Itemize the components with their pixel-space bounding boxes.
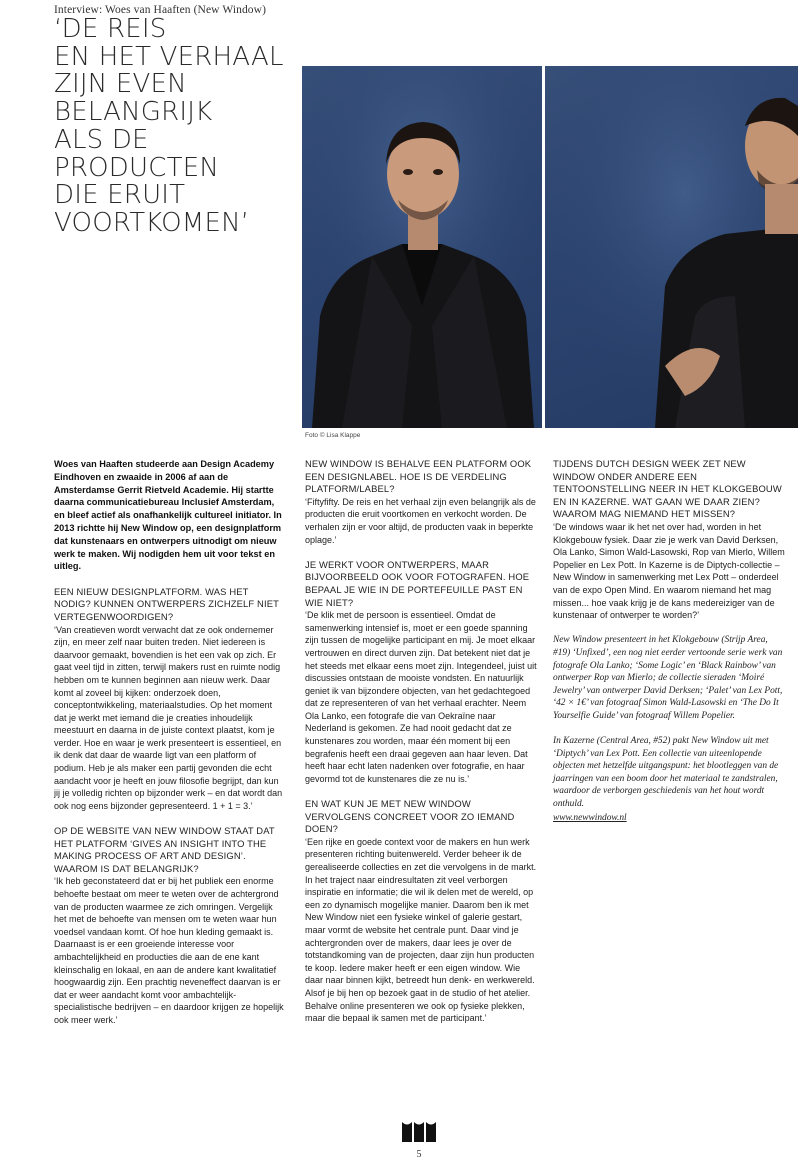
question-heading: TIJDENS DUTCH DESIGN WEEK ZET NEW WINDOW ONDER ANDERE EEN TENTOONSTELLING NEER IN HET KLOKGEBOUW EN IN KAZERNE. WAT GAAN WE DAAR ZIEN? WAAROM MAG NIEMAND HET MISSEN? xyxy=(553,458,782,520)
article-kicker: Interview: Woes van Haaften (New Window) xyxy=(54,4,266,16)
headline-line: ZIJN EVEN xyxy=(54,69,187,100)
column-1 xyxy=(54,458,286,1027)
portrait-photo-right xyxy=(545,66,798,428)
answer-paragraph: ‘Fiftyfifty. De reis en het verhaal zijn even belangrijk als de producten die eruit voortkomen en verkocht worden. De verhalen zijn er voor altijd, de producten vaak in beperkte oplage.’ xyxy=(305,496,536,545)
question-heading: EEN NIEUW DESIGNPLATFORM. WAS HET NODIG? KUNNEN ONTWERPERS ZICHZELF NIET VERTEGENWOORDIGEN? xyxy=(54,585,279,622)
headline-line: VOORTKOMEN’ xyxy=(54,207,250,238)
intro-paragraph: Woes van Haaften studeerde aan Design Academy Eindhoven en zwaaide in 2006 af aan de Amsterdamse Gerrit Rietveld Academie. Hij startte daarna communicatiebureau Inclusief Amsterdam, en bleef actief als onafhankelijk cultureel initiator. In 2013 richtte hij New Window op, een designplatform dat kunstenaars en ontwerpers uitnodigt om nieuw werk te maken. Wij nodigden hem uit voor tekst en uitleg. xyxy=(54,459,282,572)
headline-line: ‘DE REIS xyxy=(54,14,167,44)
portrait-photo-left xyxy=(302,66,542,428)
column-3 xyxy=(553,458,785,824)
headline-line: BELANGRIJK xyxy=(54,97,213,128)
answer-paragraph: ‘Een rijke en goede context voor de makers en hun werk presenteren richting buitenwereld. Verder beheer ik de gerealiseerde collecties en zet die vervolgens in de markt. In het traject naar eindresultaten zit veel verborgen inspiratie en informatie; die wil ik delen met de wereld, op een zo dynamisch mogelijke manier. Daarom ben ik met New Window niet een fysieke winkel of galerie gestart, maar vormt de website het centrale punt. Daar vind je achtergronden over de makers, daar lees je over de totstandkoming van de projecten, daar zijn hun producten te koop. Iedere maker heeft er een eigen window. Wie daar naar binnen kijkt, betreedt hun denk- en werkwereld. Alsof je bij hen op bezoek gaat in de studio of het atelier. Behalve online presenteren we ook op fysieke plekken, maar die bepaal ik samen met de participant.’ xyxy=(305,836,537,1024)
headline-line: ALS DE xyxy=(54,124,149,155)
headline-line: DIE ERUIT xyxy=(54,180,186,211)
column-2 xyxy=(305,458,537,1025)
answer-paragraph: ‘Ik heb geconstateerd dat er bij het publiek een enorme behoefte bestaat om meer te weten over de achtergrond van de producten waarmee ze zich omringen. Vergelijk het met de behoefte van mensen om te weten waar hun voedsel vandaan komt. Of hoe hun kleding gemaakt is. Daarnaast is er een groeiende interesse voor ambachtelijkheid en producties die aan de ene kant kleinschalig en lokaal, en aan de andere kant kwalitatief hoogwaardig zijn. Een prachtig neveneffect daarvan is er dat er weer aandacht komt voor ambachtelijk-specialistische bedrijven – en daardoor krijgen ze hopelijk ook meer werk.’ xyxy=(54,876,284,1025)
question-heading: JE WERKT VOOR ONTWERPERS, MAAR BIJVOORBEELD OOK VOOR FOTOGRAFEN. HOE BEPAAL JE WIE IN DE PORTEFEUILLE PAST EN WIE NIET? xyxy=(305,558,530,608)
page-number: 5 xyxy=(416,1149,422,1160)
question-heading: NEW WINDOW IS BEHALVE EEN PLATFORM OOK EEN DESIGNLABEL. HOE IS DE VERDELING PLATFORM/LABEL? xyxy=(305,458,532,495)
portrait-figure-right xyxy=(545,66,798,428)
question-heading: OP DE WEBSITE VAN NEW WINDOW STAAT DAT HET PLATFORM ‘GIVES AN INSIGHT INTO THE MAKING PROCESS OF ART AND DESIGN’. WAAROM IS DAT BELANGRIJK? xyxy=(54,825,275,874)
article-headline xyxy=(54,16,304,238)
answer-paragraph: ‘De klik met de persoon is essentieel. Omdat de samenwerking intensief is, moet er een goede spanning zijn tussen de mogelijke participant en mij. Je moet elkaar vertrouwen en direct durven zijn. Dat betekent niet dat je het steeds met elkaar eens moet zijn. Integendeel, juist uit discussies ontstaan de mooiste vondsten. En natuurlijk geniet ik van bijzondere objecten, van het gedachtegoed dat ze representeren of van het verhaal erachter. Neem Ola Lanko, een fotografe die van Oekraïne naar Nederland is gekomen. Ze had nooit gedacht dat ze kunstenares zou worden, maar één moment bij een begrafenis heeft een draai gegeven aan haar leven. Dat heeft haar echt laten nadenken over fotografie, en haar gevormd tot de kunstenares die ze nu is.’ xyxy=(305,610,537,784)
website-link[interactable]: www.newwindow.nl xyxy=(553,812,627,823)
new-window-logo-icon xyxy=(402,1122,436,1142)
exhibition-note: In Kazerne (Central Area, #52) pakt New Window uit met ‘Diptych’ van Lex Pott. Een collectie van uiteenlopende objecten met hetzelfde uitgangspunt: het blootleggen van de jaarringen van een boom door het materiaal te zandstralen, waardoor de verborgen geschiedenis van het hout wordt onthuld. xyxy=(553,736,779,810)
answer-paragraph: ‘Van creatieven wordt verwacht dat ze ook ondernemer zijn, en meer zelf naar buiten treden. Niet iedereen is daarvoor gemaakt, bovendien is het een vak op zich. Er gaat veel tijd in zitten, terwijl makers rust en ruimte nodig hebben om te kunnen beginnen aan nieuw werk. Daar komt al zoveel bij kijken: onderzoek doen, conceptontwikkeling, materiaalstudies. Op het moment dat je werkt met iemand die je creaties inhoudelijk meestuurt en daarna in de juiste context plaatst, kom je verder. Hoe en waar je werk presenteert is essentieel, en ik denk dat daar de waarde ligt van een platform of podium. Heb je als maker een partij gevonden die echt aandacht voor je heeft en jouw filosofie begrijpt, dan kun jij je volledig richten op bijzonder werk – en dat wordt dan ook nog eens bijzonder gepresenteerd. 1 + 1 = 3.’ xyxy=(54,624,283,811)
exhibition-note: New Window presenteert in het Klokgebouw (Strijp Area, #19) ‘Unfixed’, een nog niet eerder vertoonde serie werk van fotografe Ola Lanko; ‘Some Logic’ en ‘Black Rainbow’ van ontwerper Rop van Mierlo; de collectie sieraden ‘Moiré Jewelry’ van ontwerper David Derksen; ‘Palet’ van Lex Pott, ‘42 × 1€’ van fotograaf Simon Wald-Lasowski en ‘The Do It Yourselfie Guide’ van fotograaf Willem Popelier. xyxy=(553,635,783,721)
photo-credit: Foto © Lisa Klappe xyxy=(305,432,361,439)
headline-line: PRODUCTEN xyxy=(54,152,219,183)
answer-paragraph: ‘De windows waar ik het net over had, worden in het Klokgebouw fysiek. Daar zie je werk van David Derksen, Ola Lanko, Simon Wald-Lasowski, Rop van Mierlo, Willem Popelier en Lex Pott. In Kazerne is de Diptych-collectie – New Window in samenwerking met Lex Pott – onderdeel van de expo Open Mind. En waarom niemand het mag missen... hoe vaak krijg je de kans medereiziger van de kunstenaar of ontwerper te worden?’ xyxy=(553,521,785,621)
headline-line: EN HET VERHAAL xyxy=(54,41,284,72)
portrait-figure-left xyxy=(302,66,542,428)
portrait-photo-diptych xyxy=(302,66,798,428)
question-heading: EN WAT KUN JE MET NEW WINDOW VERVOLGENS CONCREET VOOR ZO IEMAND DOEN? xyxy=(305,798,515,835)
